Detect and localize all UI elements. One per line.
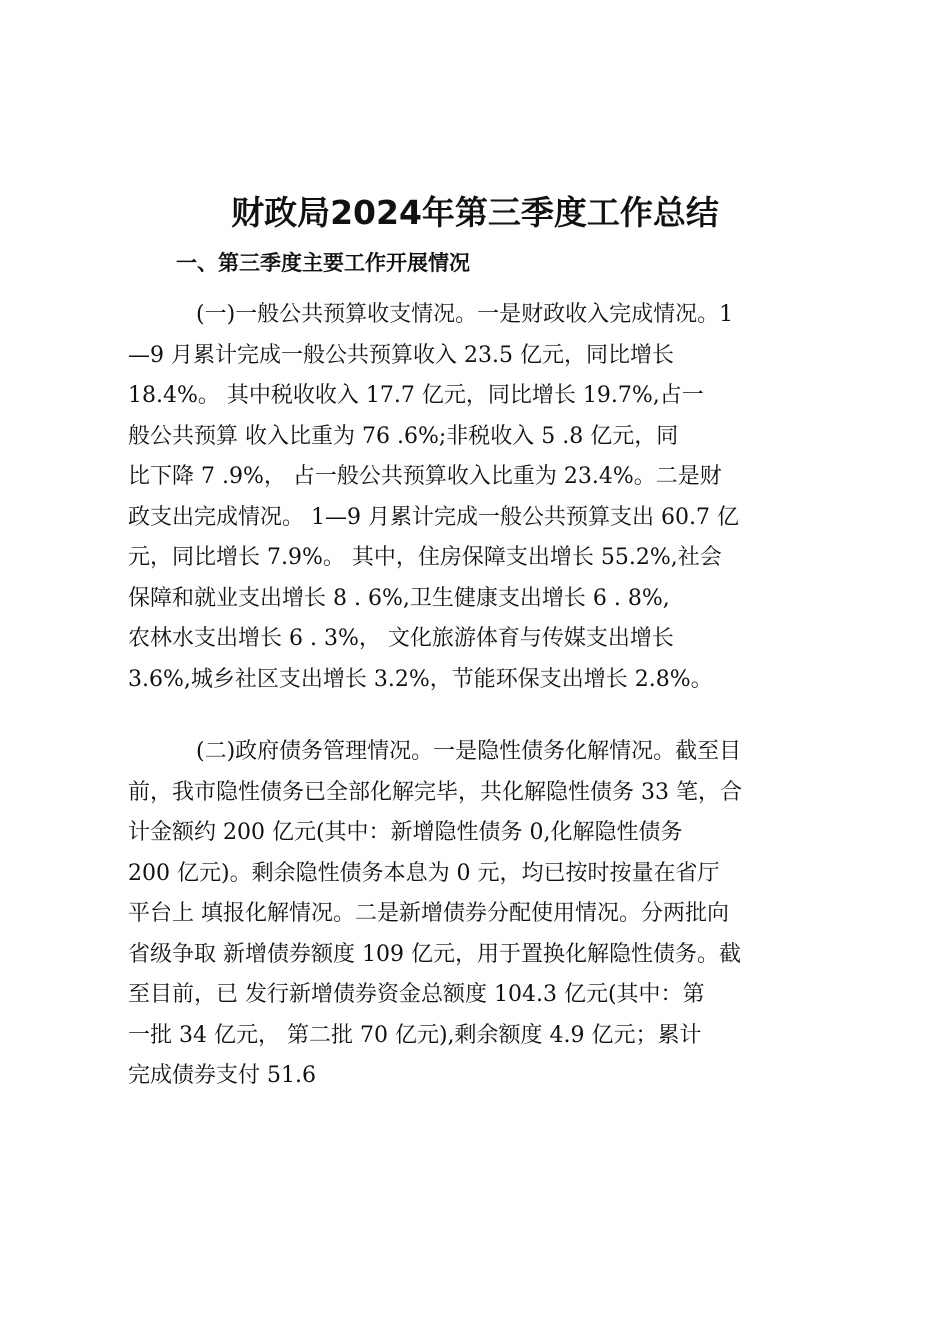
- paragraph-line: 200 亿元)。剩余隐性债务本息为 0 元，均已按时按量在省厅: [128, 860, 720, 886]
- paragraph-line: 平台上 填报化解情况。二是新增债券分配使用情况。分两批向: [128, 901, 729, 926]
- paragraph-line: —9 月累计完成一般公共预算收入 23.5 亿元，同比增长: [128, 342, 674, 368]
- document-title: 财政局2024年第三季度工作总结: [231, 193, 719, 232]
- paragraph-line: 省级争取 新增债券额度 109 亿元，用于置换化解隐性债务。截: [128, 941, 741, 967]
- paragraph-line: (二)政府债务管理情况。一是隐性债务化解情况。截至目: [196, 739, 742, 764]
- paragraph-line: 比下降 7 .9%， 占一般公共预算收入比重为 23.4%。二是财: [128, 464, 722, 489]
- paragraph-line: 般公共预算 收入比重为 76 .6%;非税收入 5 .8 亿元，同: [128, 423, 679, 449]
- paragraph-line: 政支出完成情况。 1—9 月累计完成一般公共预算支出 60.7 亿: [128, 504, 739, 530]
- paragraph-line: 完成债券支付 51.6: [128, 1063, 316, 1088]
- paragraph-line: 一批 34 亿元， 第二批 70 亿元),剩余额度 4.9 亿元；累计: [128, 1022, 702, 1048]
- paragraph-line: 前，我市隐性债务已全部化解完毕，共化解隐性债务 33 笔，合: [128, 779, 742, 805]
- paragraph-line: 计金额约 200 亿元(其中：新增隐性债务 0,化解隐性债务: [128, 820, 683, 845]
- paragraph-line: (一)一般公共预算收支情况。一是财政收入完成情况。1: [196, 302, 734, 327]
- paragraph-budget: [128, 295, 848, 700]
- paragraph-line: 至目前，已 发行新增债券资金总额度 104.3 亿元(其中：第: [128, 982, 705, 1007]
- paragraph-debt: [128, 732, 848, 1097]
- paragraph-line: 18.4%。 其中税收收入 17.7 亿元，同比增长 19.7%,占一: [128, 383, 704, 408]
- paragraph-line: 农林水支出增长 6 . 3%， 文化旅游体育与传媒支出增长: [128, 626, 674, 651]
- paragraph-line: 元，同比增长 7.9%。 其中，住房保障支出增长 55.2%,社会: [128, 545, 722, 570]
- section-heading: 一、第三季度主要工作开展情况: [176, 251, 470, 275]
- paragraph-line: 保障和就业支出增长 8 . 6%,卫生健康支出增长 6 . 8%,: [128, 585, 670, 611]
- paragraph-line: 3.6%,城乡社区支出增长 3.2%，节能环保支出增长 2.8%。: [128, 666, 713, 692]
